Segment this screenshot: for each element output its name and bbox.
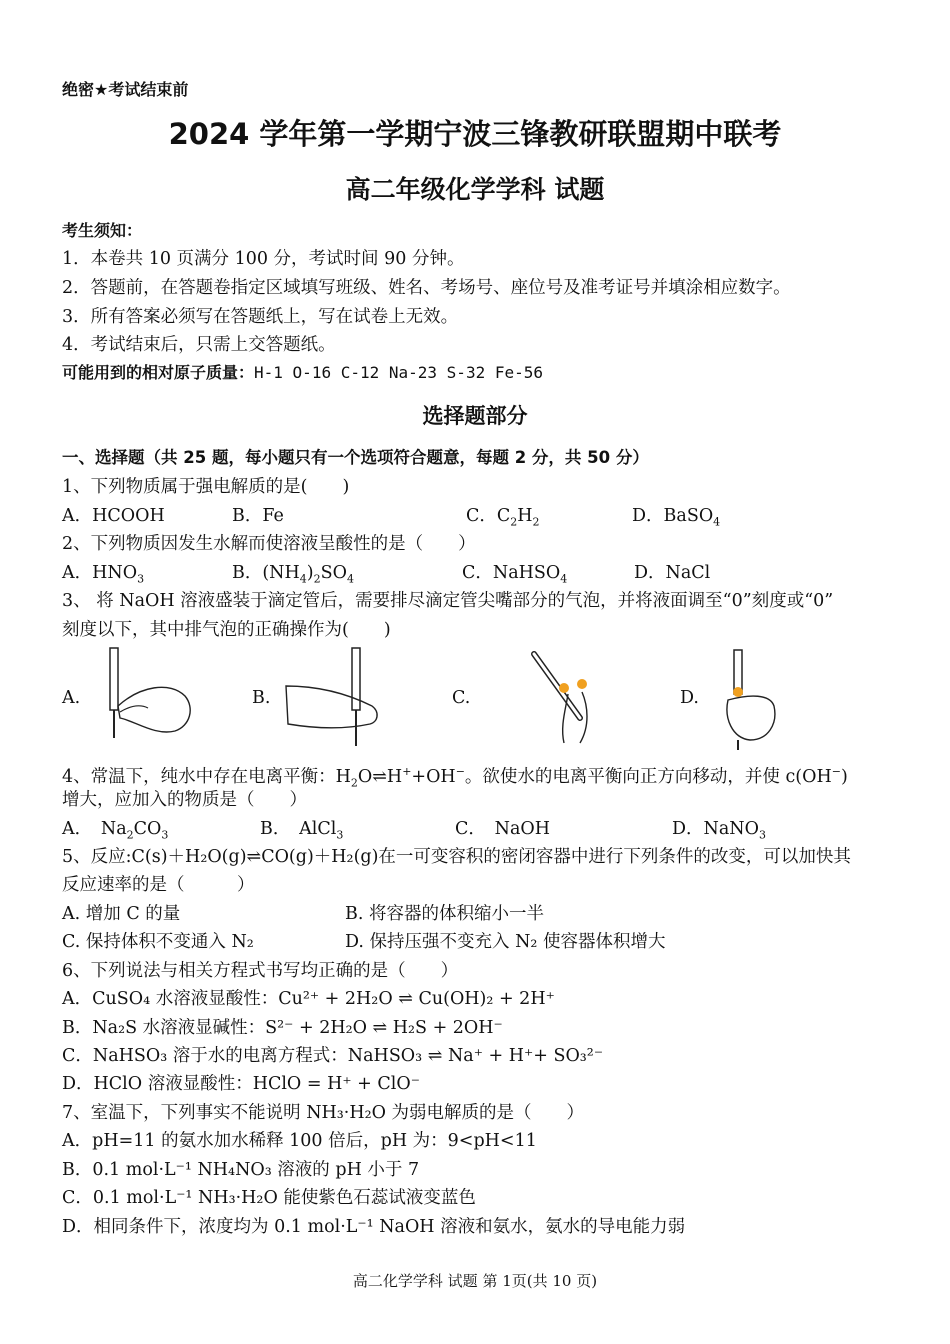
q2-c-sub: 4	[560, 572, 568, 586]
q1-option-c	[466, 504, 540, 535]
q4-d-sub: 3	[758, 828, 766, 842]
instruction-item: 2．答题前，在答题卷指定区域填写班级、姓名、考场号、座位号及准考证号并填涂相应数字。	[62, 278, 791, 298]
q3-figure-label-d: D.	[680, 688, 699, 708]
burette-figure-b	[282, 646, 392, 751]
q1-c-text: C．C	[466, 506, 511, 526]
atomic-mass-values: H-1 O-16 C-12 Na-23 S-32 Fe-56	[254, 363, 543, 382]
q4-text: +OH	[411, 766, 456, 787]
q4-text: O⇌H	[357, 766, 403, 787]
q6-option-d: D．HClO 溶液显酸性：HClO = H⁺ + ClO⁻	[62, 1074, 420, 1094]
q1-option-b: B．Fe	[232, 506, 284, 526]
q4-option-b	[260, 817, 343, 848]
instruction-item: 1．本卷共 10 页满分 100 分，考试时间 90 分钟。	[62, 249, 465, 269]
q4-b-sub: 3	[336, 828, 344, 842]
q2-option-b	[232, 561, 354, 592]
q4-option-c: C． NaOH	[455, 819, 550, 839]
q2-option-d: D．NaCl	[634, 563, 711, 583]
q5-option-b: B. 将容器的体积缩小一半	[345, 904, 544, 924]
q5-line-2: 反应速率的是（ ）	[62, 875, 255, 895]
q2-option-a	[62, 561, 144, 592]
q5-option-d: D. 保持压强不变充入 N₂ 使容器体积增大	[345, 932, 666, 952]
q3-figure-label-c: C.	[452, 688, 471, 708]
q2-b-sub: 2	[313, 572, 321, 586]
q2-a-text: A．HNO	[62, 563, 138, 583]
q6-option-b: B．Na₂S 水溶液显碱性：S²⁻ + 2H₂O ⇌ H₂S + 2OH⁻	[62, 1018, 503, 1038]
q1-d-sub: 4	[713, 515, 721, 529]
q2-b-text: B．(NH	[232, 563, 300, 583]
q6-option-a: A．CuSO₄ 水溶液显酸性：Cu²⁺ + 2H₂O ⇌ Cu(OH)₂ + 2H⁺	[62, 989, 555, 1009]
q7-option-b: B．0.1 mol·L⁻¹ NH₄NO₃ 溶液的 pH 小于 7	[62, 1160, 420, 1180]
part-heading: 一、选择题（共 25 题，每小题只有一个选项符合题意，每题 2 分，共 50 分）	[62, 448, 649, 467]
q4-b-text: B． AlCl	[260, 819, 337, 839]
instruction-item: 3．所有答案必须写在答题纸上，写在试卷上无效。	[62, 307, 459, 327]
q3-figure-label-b: B.	[252, 688, 271, 708]
q5-option-c: C. 保持体积不变通入 N₂	[62, 932, 254, 952]
q7-option-d: D．相同条件下，浓度均为 0.1 mol·L⁻¹ NaOH 溶液和氨水，氨水的导电能力弱	[62, 1217, 686, 1237]
q2-b-text: )	[306, 563, 314, 583]
q4-sup: −	[831, 765, 841, 778]
q4-text: 。欲使水的电离平衡向正方向移动，并使 c(OH	[464, 766, 832, 787]
atomic-mass-label: 可能用到的相对原子质量：	[62, 363, 255, 382]
q4-a-text: A． Na	[62, 819, 127, 839]
burette-figure-a	[100, 646, 200, 746]
q2-stem: 2、下列物质因发生水解而使溶液呈酸性的是（ ）	[62, 534, 476, 554]
q4-line-2: 增大，应加入的物质是（ ）	[62, 790, 307, 810]
q1-c-text: H	[517, 506, 533, 526]
instructions-heading: 考生须知：	[62, 221, 143, 240]
exam-subtitle: 高二年级化学学科 试题	[345, 175, 605, 204]
burette-figure-c	[520, 648, 610, 748]
q4-sup: +	[402, 765, 412, 778]
q4-sup: −	[455, 765, 465, 778]
page-footer: 高二化学学科 试题 第 1页(共 10 页)	[352, 1272, 598, 1290]
burette-figure-d	[720, 648, 790, 753]
q4-sub: 2	[350, 776, 358, 790]
q3-figure-label-a: A.	[62, 688, 81, 708]
instruction-item: 4．考试结束后，只需上交答题纸。	[62, 335, 336, 355]
q2-c-text: C．NaHSO	[462, 563, 561, 583]
q4-text: 4、常温下，纯水中存在电离平衡：H	[62, 766, 351, 787]
q1-c-sub: 2	[532, 515, 540, 529]
q4-option-a	[62, 817, 168, 848]
q3-line-2: 刻度以下，其中排气泡的正确操作为( )	[62, 620, 391, 640]
q2-a-sub: 3	[137, 572, 145, 586]
q1-d-text: D．BaSO	[632, 506, 714, 526]
q7-option-a: A．pH=11 的氨水加水稀释 100 倍后，pH 为：9<pH<11	[62, 1131, 537, 1151]
q5-option-a: A. 增加 C 的量	[62, 904, 181, 924]
q6-stem: 6、下列说法与相关方程式书写均正确的是（ ）	[62, 961, 459, 981]
q2-b-text: SO	[320, 563, 347, 583]
q6-option-c: C．NaHSO₃ 溶于水的电离方程式：NaHSO₃ ⇌ Na⁺ + H⁺+ SO₃²⁻	[62, 1046, 604, 1066]
q1-c-sub: 2	[510, 515, 518, 529]
q4-option-d	[672, 817, 766, 848]
q2-b-sub: 4	[346, 572, 354, 586]
q2-b-sub: 4	[299, 572, 307, 586]
q2-option-c	[462, 561, 567, 592]
atomic-mass-line	[62, 361, 543, 385]
q5-line-1: 5、反应:C(s)＋H₂O(g)⇌CO(g)＋H₂(g)在一可变容积的密闭容器中进行下列条件的改变，可以加快其	[62, 847, 851, 867]
q4-a-text: CO	[133, 819, 162, 839]
q4-a-sub: 3	[161, 828, 169, 842]
q4-d-text: D．NaNO	[672, 819, 759, 839]
q3-line-1: 3、 将 NaOH 溶液盛装于滴定管后，需要排尽滴定管尖嘴部分的气泡，并将液面调至“0”刻度或“0”	[62, 591, 834, 611]
q4-a-sub: 2	[126, 828, 134, 842]
q7-stem: 7、室温下，下列事实不能说明 NH₃·H₂O 为弱电解质的是（ ）	[62, 1103, 585, 1123]
secret-label: 绝密★考试结束前	[62, 80, 189, 99]
q7-option-c: C．0.1 mol·L⁻¹ NH₃·H₂O 能使紫色石蕊试液变蓝色	[62, 1188, 476, 1208]
section-title: 选择题部分	[422, 404, 528, 428]
q1-option-a: A．HCOOH	[62, 506, 165, 526]
exam-title: 2024 学年第一学期宁波三锋教研联盟期中联考	[168, 117, 782, 151]
q1-option-d	[632, 504, 720, 535]
q4-text: )	[840, 766, 848, 787]
q1-stem: 1、下列物质属于强电解质的是( )	[62, 477, 350, 497]
